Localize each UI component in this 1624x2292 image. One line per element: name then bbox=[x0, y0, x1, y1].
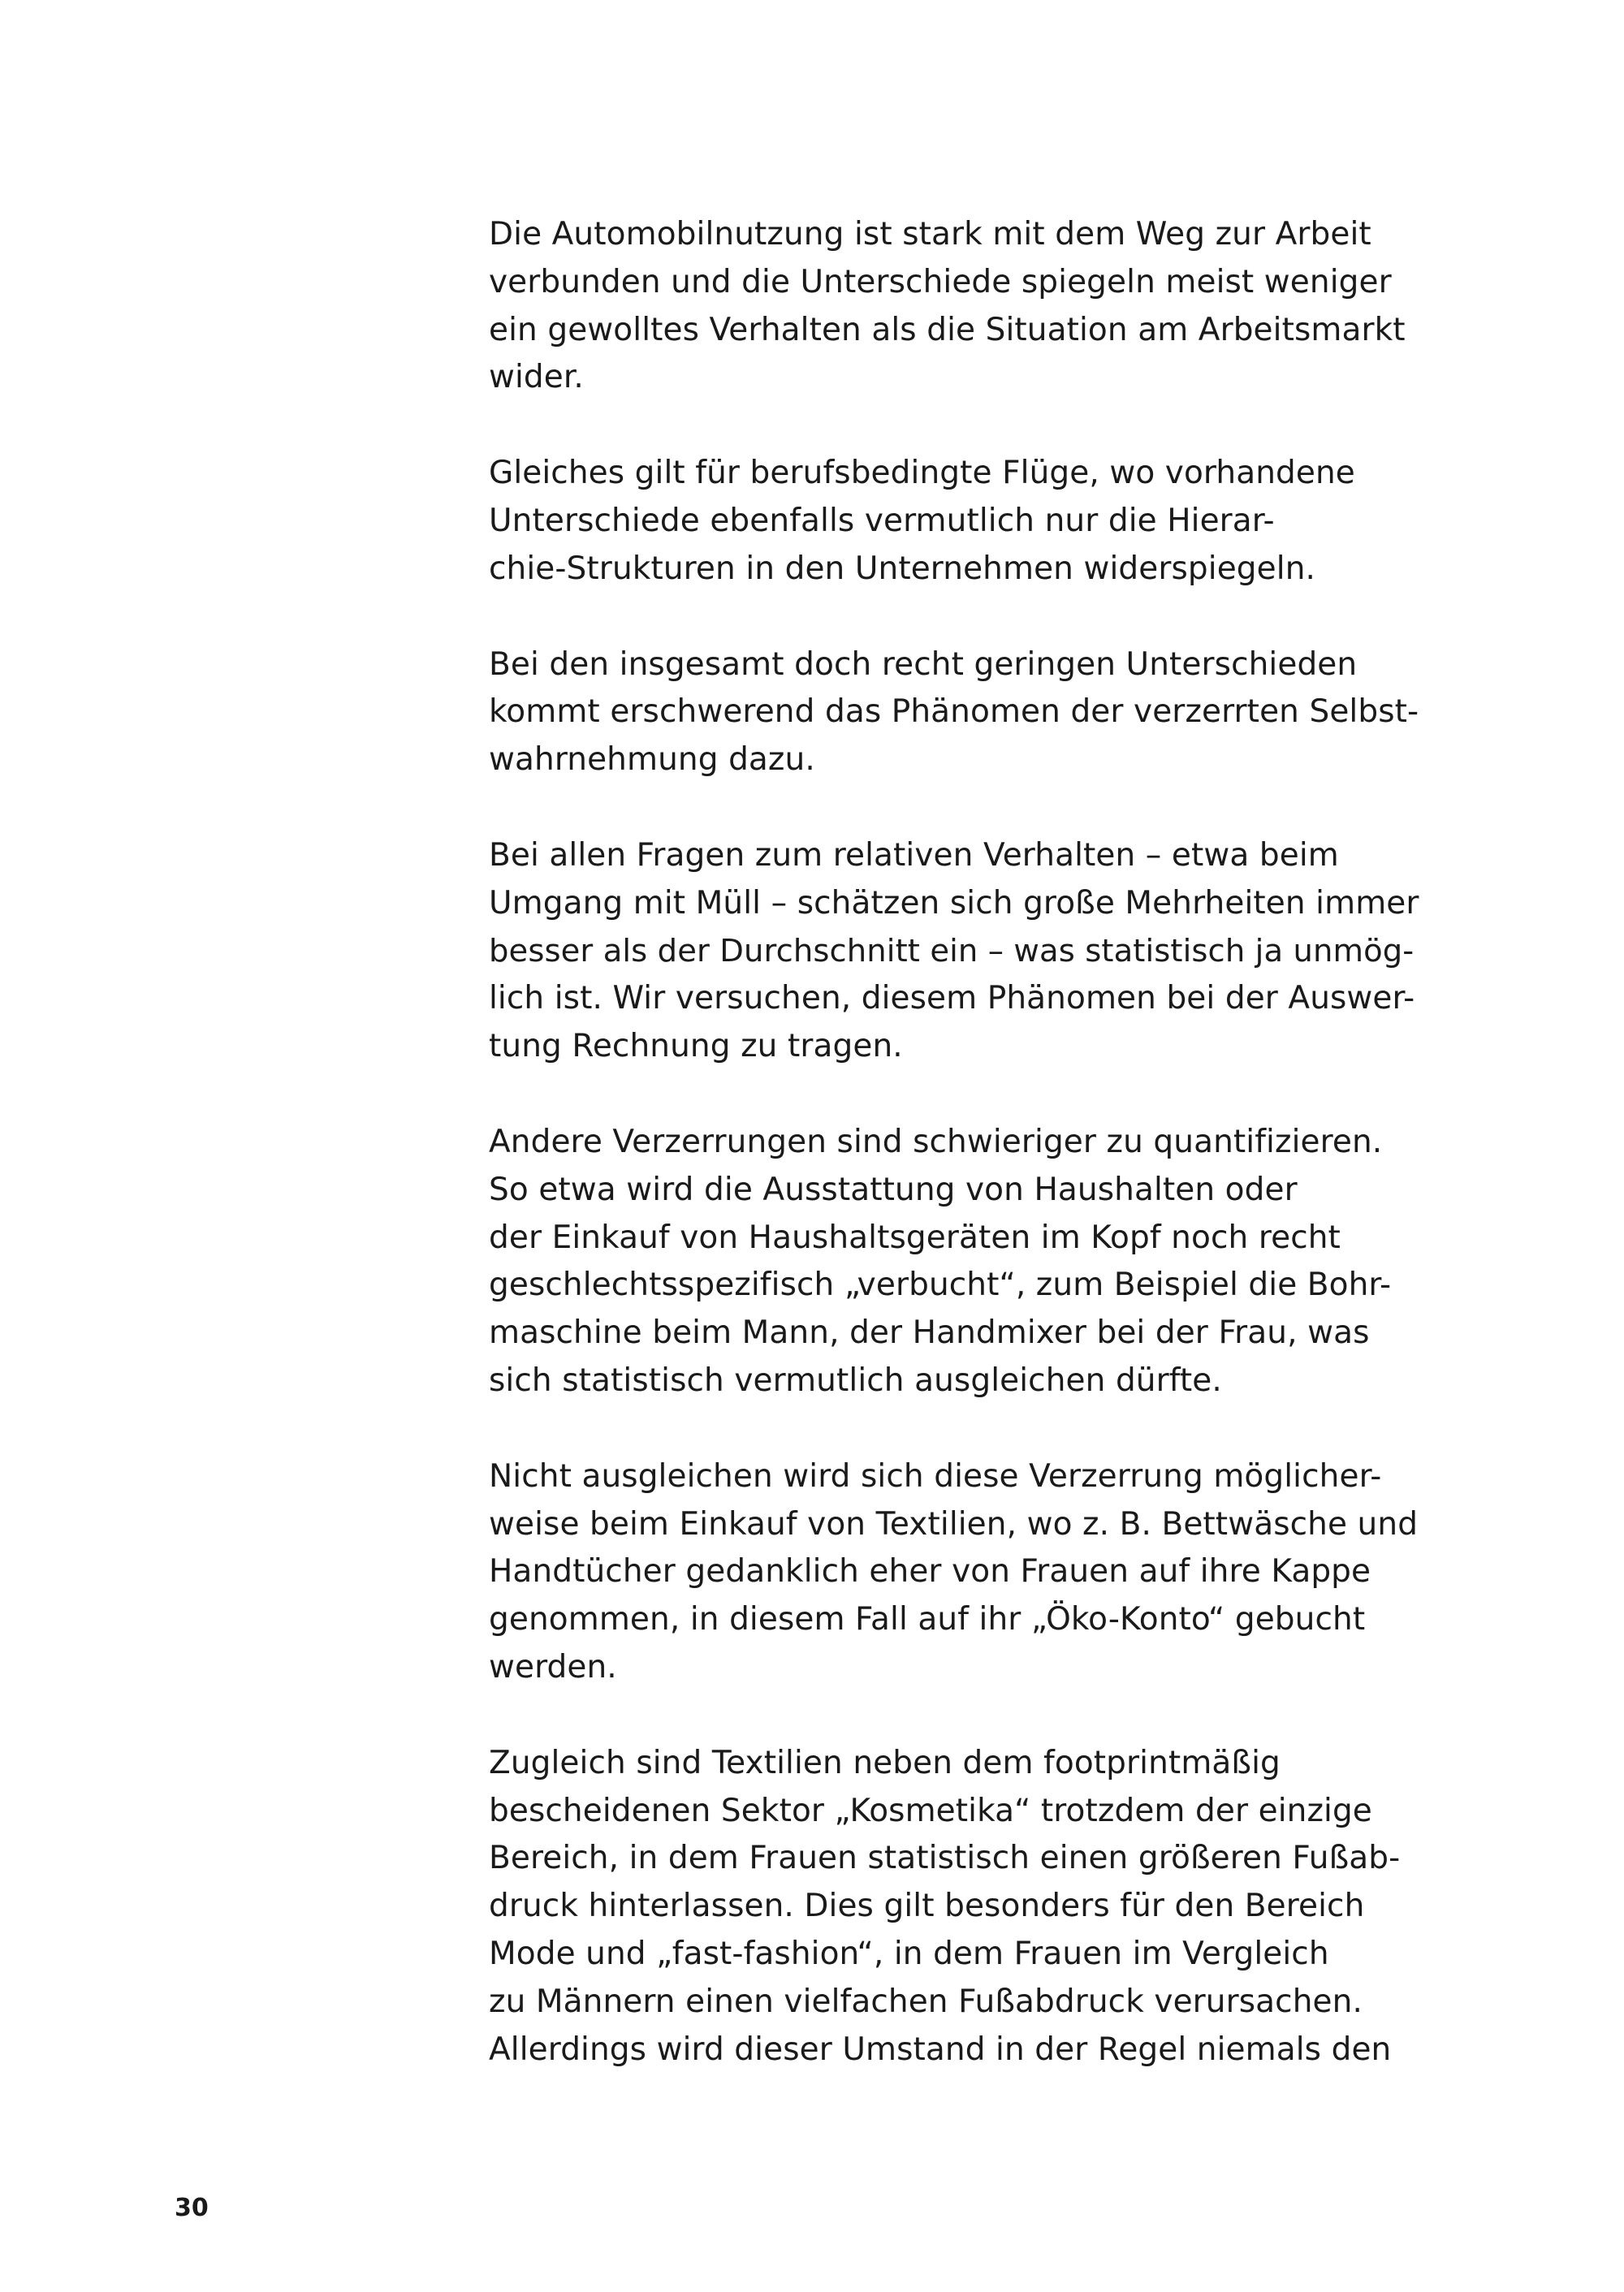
text-line: Gleiches gilt für berufsbedingte Flüge, wo vorhandene bbox=[489, 455, 1355, 492]
text-line: Bei allen Fragen zum relativen Verhalten – etwa beim bbox=[489, 836, 1339, 874]
text-line: chie-Strukturen in den Unternehmen widerspiegeln. bbox=[489, 550, 1316, 587]
text-line: maschine beim Mann, der Handmixer bei der Frau, was bbox=[489, 1314, 1370, 1352]
text-line: werden. bbox=[489, 1648, 617, 1686]
text-line: druck hinterlassen. Dies gilt besonders für den Bereich bbox=[489, 1888, 1365, 1925]
paragraph bbox=[489, 450, 1423, 593]
text-line: wider. bbox=[489, 359, 584, 396]
text-line: weise beim Einkauf von Textilien, wo z. B. Bettwäsche und bbox=[489, 1505, 1419, 1543]
text-line: Mode und „fast-fashion“, in dem Frauen im Vergleich bbox=[489, 1935, 1329, 1972]
text-line: So etwa wird die Ausstattung von Haushalten oder bbox=[489, 1171, 1298, 1208]
text-line: genommen, in diesem Fall auf ihr „Öko-Konto“ gebucht bbox=[489, 1601, 1366, 1638]
text-line: Andere Verzerrungen sind schwieriger zu quantifizieren. bbox=[489, 1123, 1383, 1160]
body-text bbox=[489, 211, 1423, 2122]
text-line: Handtücher gedanklich eher von Frauen auf ihre Kappe bbox=[489, 1553, 1371, 1591]
text-line: sich statistisch vermutlich ausgleichen dürfte. bbox=[489, 1362, 1222, 1399]
paragraph bbox=[489, 1453, 1423, 1692]
paragraph bbox=[489, 832, 1423, 1071]
text-line: Umgang mit Müll – schätzen sich große Mehrheiten immer bbox=[489, 884, 1419, 922]
text-line: geschlechtsspezifisch „verbucht“, zum Beispiel die Bohr- bbox=[489, 1267, 1392, 1304]
text-line: Bei den insgesamt doch recht geringen Unterschieden bbox=[489, 645, 1358, 683]
paragraph bbox=[489, 211, 1423, 402]
text-line: Bereich, in dem Frauen statistisch einen größeren Fußab- bbox=[489, 1840, 1401, 1877]
text-line: Unterschiede ebenfalls vermutlich nur die Hierar- bbox=[489, 502, 1275, 539]
text-line: lich ist. Wir versuchen, diesem Phänomen bei der Auswer- bbox=[489, 980, 1415, 1017]
text-line: Zugleich sind Textilien neben dem footprintmäßig bbox=[489, 1744, 1281, 1781]
text-line: bescheidenen Sektor „Kosmetika“ trotzdem der einzige bbox=[489, 1792, 1372, 1829]
paragraph bbox=[489, 1119, 1423, 1405]
text-line: verbunden und die Unterschiede spiegeln meist weniger bbox=[489, 263, 1392, 300]
text-line: Nicht ausgleichen wird sich diese Verzerrung möglicher- bbox=[489, 1457, 1382, 1495]
paragraph bbox=[489, 1740, 1423, 2074]
text-line: zu Männern einen vielfachen Fußabdruck verursachen. bbox=[489, 1983, 1363, 2020]
text-line: besser als der Durchschnitt ein – was statistisch ja unmög- bbox=[489, 932, 1415, 969]
text-line: Die Automobilnutzung ist stark mit dem Weg zur Arbeit bbox=[489, 216, 1371, 253]
paragraph bbox=[489, 641, 1423, 784]
page-number: 30 bbox=[175, 2194, 209, 2222]
text-line: tung Rechnung zu tragen. bbox=[489, 1028, 903, 1065]
text-line: kommt erschwerend das Phänomen der verzerrten Selbst- bbox=[489, 693, 1419, 731]
text-line: ein gewolltes Verhalten als die Situation am Arbeitsmarkt bbox=[489, 311, 1406, 348]
text-line: Allerdings wird dieser Umstand in der Regel niemals den bbox=[489, 2031, 1392, 2068]
text-line: der Einkauf von Haushaltsgeräten im Kopf noch recht bbox=[489, 1219, 1341, 1256]
text-line: wahrnehmung dazu. bbox=[489, 741, 815, 779]
